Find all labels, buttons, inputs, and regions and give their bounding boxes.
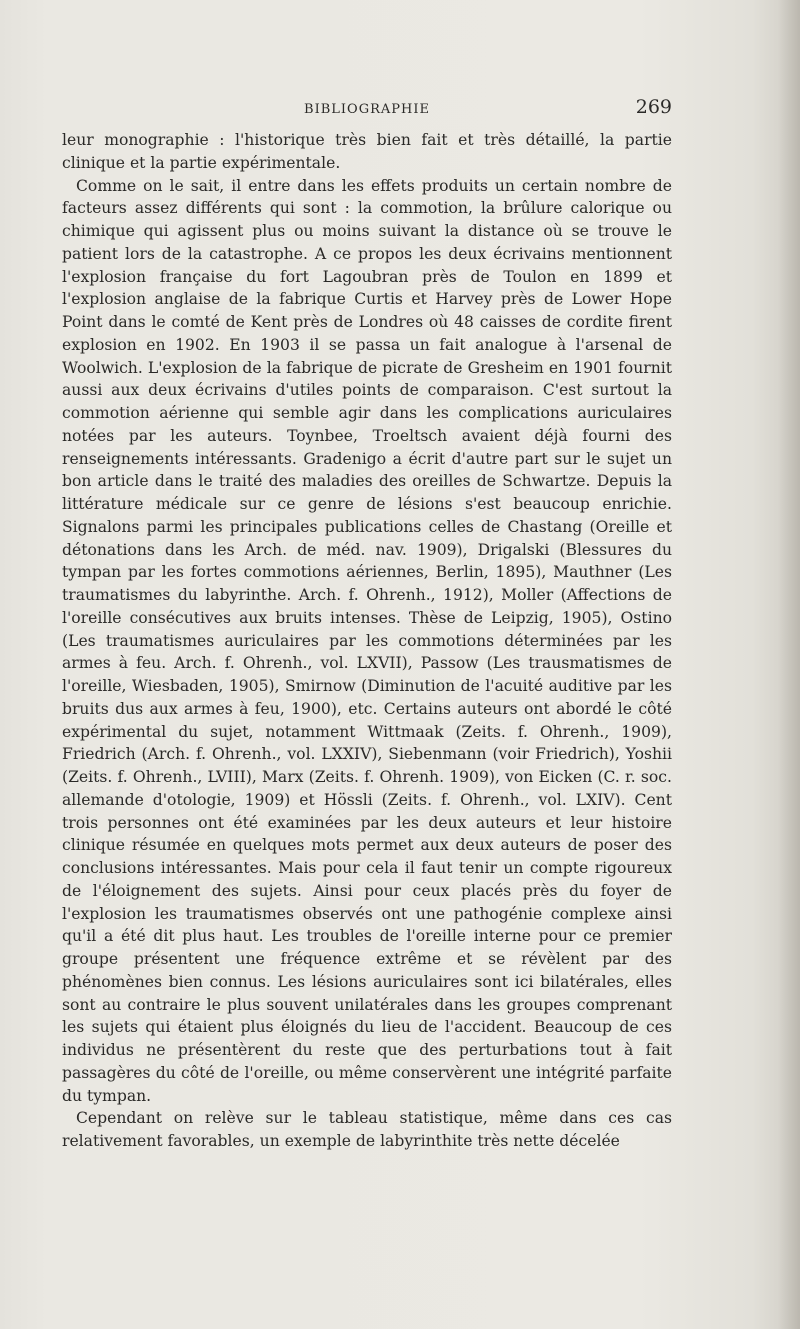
page-header xyxy=(62,96,672,122)
body-text xyxy=(62,129,672,1153)
paragraph-main: Comme on le sait, il entre dans les effets produits un certain nombre de facteurs assez différents qui sont : la commotion, la brûlure calorique ou chimique qui agissent plus ou moins suivant la distance où se trouve le patient lors de la catastrophe. A ce propos les deux écrivains mentionnent l'explosion française du fort Lagoubran près de Toulon en 1899 et l'explosion anglaise de la fabrique Curtis et Harvey près de Lower Hope Point dans le comté de Kent près de Londres où 48 caisses de cordite firent explosion en 1902. En 1903 il se passa un fait analogue à l'arsenal de Woolwich. L'explosion de la fabrique de picrate de Gresheim en 1901 fournit aussi aux deux écrivains d'utiles points de comparaison. C'est surtout la commotion aérienne qui semble agir dans les complications auriculaires notées par les auteurs. Toynbee, Troeltsch avaient déjà fourni des renseignements intéressants. Gradenigo a écrit d'autre part sur le sujet un bon article dans le traité des maladies des oreilles de Schwartze. Depuis la littérature médicale sur ce genre de lésions s'est beaucoup enrichie. Signalons parmi les principales publications celles de Chastang (Oreille et détonations dans les Arch. de méd. nav. 1909), Drigalski (Blessures du tympan par les fortes commotions aériennes, Berlin, 1895), Mauthner (Les traumatismes du labyrinthe. Arch. f. Ohrenh., 1912), Moller (Affections de l'oreille consécutives aux bruits intenses. Thèse de Leipzig, 1905), Ostino (Les traumatismes auriculaires par les commotions déterminées par les armes à feu. Arch. f. Ohrenh., vol. LXVII), Passow (Les trausmatismes de l'oreille, Wiesbaden, 1905), Smirnow (Diminution de l'acuité auditive par les bruits dus aux armes à feu, 1900), etc. Certains auteurs ont abordé le côté expérimental du sujet, notamment Wittmaak (Zeits. f. Ohrenh., 1909), Friedrich (Arch. f. Ohrenh., vol. LXXIV), Siebenmann (voir Friedrich), Yoshii (Zeits. f. Ohrenh., LVIII), Marx (Zeits. f. Ohrenh. 1909), von Eicken (C. r. soc. allemande d'otologie, 1909) et Hössli (Zeits. f. Ohrenh., vol. LXIV). Cent trois personnes ont été examinées par les deux auteurs et leur histoire clinique résumée en quelques mots permet aux deux auteurs de poser des conclusions intéressantes. Mais pour cela il faut tenir un compte rigoureux de l'éloignement des sujets. Ainsi pour ceux placés près du foyer de l'explosion les traumatismes observés ont une pathogénie complexe ainsi qu'il a été dit plus haut. Les troubles de l'oreille interne pour ce premier groupe présentent une fréquence extrême et se révèlent par des phénomènes bien connus. Les lésions auriculaires sont ici bilatérales, elles sont au contraire le plus souvent unilatérales dans les groupes comprenant les sujets qui étaient plus éloignés du lieu de l'accident. Beaucoup de ces individus ne présentèrent du reste que des perturbations tout à fait passagères du côté de l'oreille, ou même conservèrent une intégrité parfaite du tympan. xyxy=(62,176,672,1105)
running-head: BIBLIOGRAPHIE xyxy=(304,102,430,117)
page-number: 269 xyxy=(635,96,672,118)
paragraph-final: Cependant on relève sur le tableau statistique, même dans ces cas relativement favorables, un exemple de labyrinthite très nette décelée xyxy=(62,1109,672,1150)
paragraph-continuation: leur monographie : l'historique très bien fait et très détaillé, la partie clinique et la partie expérimentale. xyxy=(62,131,672,172)
page-edge-shadow xyxy=(778,0,800,1329)
